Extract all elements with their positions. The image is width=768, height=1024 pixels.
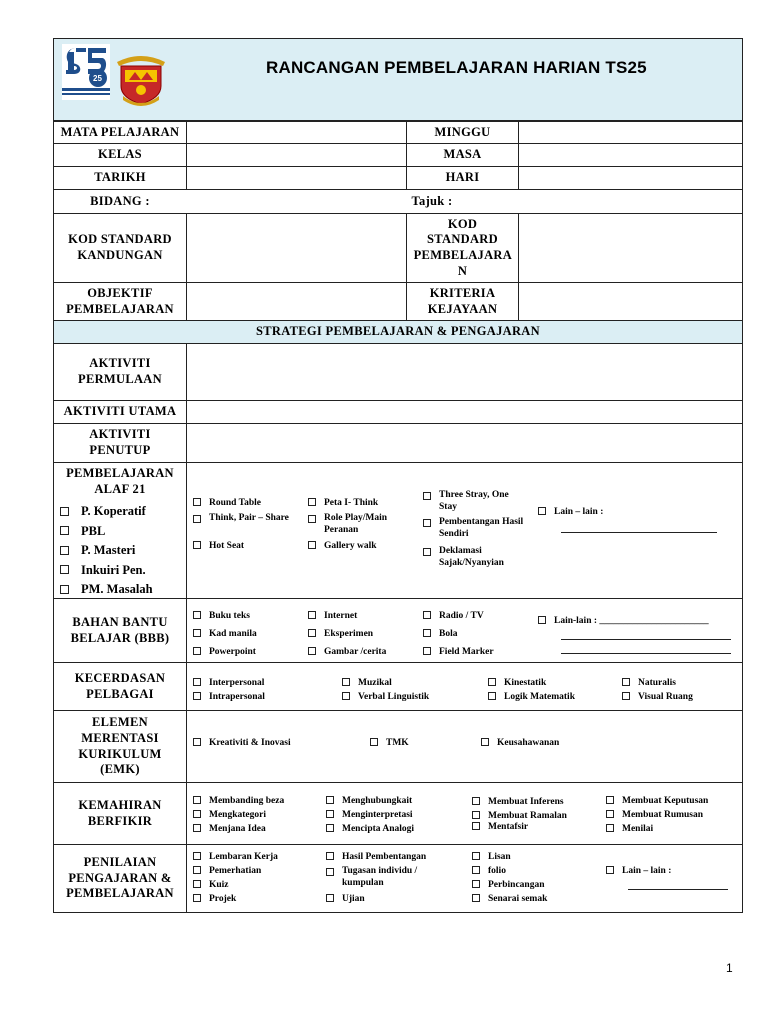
kelas-field[interactable]	[186, 143, 407, 167]
emk-option[interactable]: TMK	[370, 738, 409, 750]
label-aktiviti-penutup: AKTIVITI PENUTUP	[53, 423, 187, 463]
strategi-header: STRATEGI PEMBELAJARAN & PENGAJARAN	[53, 320, 743, 344]
svg-text:25: 25	[93, 74, 102, 83]
penilaian-option[interactable]: Lain – lain :	[606, 866, 671, 878]
page-number: 1	[726, 961, 733, 975]
objektif-field[interactable]	[186, 282, 407, 321]
checkbox-icon	[193, 852, 201, 860]
kemahiran-option[interactable]: Menilai	[606, 824, 653, 836]
label-kecerdasan: KECERDASAN PELBAGAI	[53, 662, 187, 711]
checkbox-icon	[423, 611, 431, 619]
checkbox-icon	[308, 629, 316, 637]
kemahiran-option[interactable]: Mentafsir	[472, 822, 528, 834]
checkbox-icon	[622, 692, 630, 700]
pa21-option[interactable]: Gallery walk	[308, 541, 377, 553]
checkbox-icon	[193, 810, 201, 818]
label-pa21: PEMBELAJARAN ALAF 21	[66, 466, 174, 496]
checkbox-icon	[326, 868, 334, 876]
bbb-option[interactable]: Gambar /cerita	[308, 647, 386, 659]
penilaian-option[interactable]: folio	[472, 866, 506, 878]
checkbox-icon	[193, 541, 201, 549]
tarikh-field[interactable]	[186, 166, 407, 190]
label-bbb: BAHAN BANTU BELAJAR (BBB)	[53, 598, 187, 663]
kemahiran-option[interactable]: Mencipta Analogi	[326, 824, 414, 836]
kemahiran-option[interactable]: Membuat Keputusan	[606, 796, 708, 808]
bbb-option[interactable]: Field Marker	[423, 647, 494, 659]
checkbox-icon	[472, 822, 480, 830]
kemahiran-option[interactable]: Membanding beza	[193, 796, 284, 808]
emk-option[interactable]: Kreativiti & Inovasi	[193, 738, 291, 750]
label-emk: ELEMEN MERENTASI KURIKULUM (EMK)	[53, 710, 187, 783]
bbb-option[interactable]: Lain-lain : _______________________	[538, 616, 709, 628]
kecerdasan-option[interactable]: Intrapersonal	[193, 692, 265, 704]
masa-field[interactable]	[518, 143, 743, 167]
kemahiran-option[interactable]: Membuat Ramalan	[472, 811, 567, 823]
kemahiran-option[interactable]: Membuat Inferens	[472, 797, 564, 809]
checkbox-icon	[472, 880, 480, 888]
checkbox-icon	[308, 647, 316, 655]
checkbox-icon	[308, 498, 316, 506]
pa21-option[interactable]: Role Play/Main Peranan	[308, 513, 408, 536]
checkbox-icon	[60, 546, 69, 555]
pa21-method-list	[60, 502, 153, 600]
checkbox-icon	[193, 498, 201, 506]
bbb-option[interactable]: Kad manila	[193, 629, 257, 641]
penilaian-option[interactable]: Ujian	[326, 894, 365, 906]
penilaian-lain-line	[628, 889, 728, 890]
ts25-logo-icon	[62, 44, 110, 100]
hari-field[interactable]	[518, 166, 743, 190]
pa21-option[interactable]: Deklamasi Sajak/Nyanyian	[423, 546, 528, 569]
label-aktiviti-utama: AKTIVITI UTAMA	[53, 400, 187, 424]
bbb-option[interactable]: Radio / TV	[423, 611, 484, 623]
mata-pelajaran-field[interactable]	[186, 121, 407, 144]
penilaian-option[interactable]: Perbincangan	[472, 880, 544, 892]
kecerdasan-option[interactable]: Kinestatik	[488, 678, 546, 690]
bbb-lain-line	[561, 639, 731, 640]
page-title: RANCANGAN PEMBELAJARAN HARIAN TS25	[266, 58, 647, 77]
aktiviti-penutup-field[interactable]	[186, 423, 743, 463]
checkbox-icon	[60, 585, 69, 594]
checkbox-icon	[423, 647, 431, 655]
pa21-lain-line	[561, 532, 717, 533]
checkbox-icon	[193, 647, 201, 655]
kod-standard-kandungan-field[interactable]	[186, 213, 407, 283]
label-tajuk: Tajuk :	[411, 193, 453, 208]
checkbox-icon	[538, 616, 546, 624]
checkbox-icon	[60, 526, 69, 535]
bbb-option[interactable]: Eksperimen	[308, 629, 373, 641]
checkbox-icon	[423, 629, 431, 637]
label-kod-standard-kandungan: KOD STANDARD KANDUNGAN	[53, 213, 187, 283]
bbb-option[interactable]: Bola	[423, 629, 457, 641]
checkbox-icon	[326, 810, 334, 818]
checkbox-icon	[472, 852, 480, 860]
checkbox-icon	[193, 629, 201, 637]
penilaian-option[interactable]: Hasil Pembentangan	[326, 852, 426, 864]
label-mata-pelajaran: MATA PELAJARAN	[53, 121, 187, 144]
checkbox-icon	[342, 692, 350, 700]
penilaian-option[interactable]: Lisan	[472, 852, 511, 864]
checkbox-icon	[606, 824, 614, 832]
school-crest-icon	[115, 52, 167, 108]
checkbox-icon	[472, 894, 480, 902]
kemahiran-option[interactable]: Menginterpretasi	[326, 810, 413, 822]
checkbox-icon	[193, 894, 201, 902]
kecerdasan-option[interactable]: Visual Ruang	[622, 692, 693, 704]
label-minggu: MINGGU	[406, 121, 519, 144]
checkbox-icon	[60, 507, 69, 516]
checkbox-icon	[538, 507, 546, 515]
checkbox-icon	[308, 515, 316, 523]
checkbox-icon	[622, 678, 630, 686]
kemahiran-option[interactable]: Membuat Rumusan	[606, 810, 703, 822]
checkbox-icon	[606, 810, 614, 818]
penilaian-option[interactable]: Projek	[193, 894, 236, 906]
pa21-option[interactable]: Round Table	[193, 498, 261, 510]
bbb-option[interactable]: Powerpoint	[193, 647, 256, 659]
kecerdasan-option[interactable]: Logik Matematik	[488, 692, 575, 704]
pa21-method-item[interactable]: Inkuiri Pen.	[60, 561, 153, 581]
checkbox-icon	[308, 611, 316, 619]
bbb-lain-line	[561, 653, 731, 654]
checkbox-icon	[193, 738, 201, 746]
checkbox-icon	[606, 866, 614, 874]
emk-option[interactable]: Keusahawanan	[481, 738, 559, 750]
label-tarikh: TARIKH	[53, 166, 187, 190]
pa21-option[interactable]: Pembentangan Hasil Sendiri	[423, 517, 528, 540]
checkbox-icon	[488, 678, 496, 686]
label-hari: HARI	[406, 166, 519, 190]
label-penilaian: PENILAIAN PENGAJARAN & PEMBELAJARAN	[53, 844, 187, 913]
label-aktiviti-permulaan: AKTIVITI PERMULAAN	[53, 343, 187, 401]
pa21-method-item[interactable]: PM. Masalah	[60, 580, 153, 600]
kecerdasan-option[interactable]: Muzikal	[342, 678, 392, 690]
kriteria-field[interactable]	[518, 282, 743, 321]
label-bidang: BIDANG :	[90, 193, 150, 208]
checkbox-icon	[472, 797, 480, 805]
kecerdasan-option[interactable]: Naturalis	[622, 678, 676, 690]
checkbox-icon	[193, 796, 201, 804]
aktiviti-utama-field[interactable]	[186, 400, 743, 424]
label-kemahiran: KEMAHIRAN BERFIKIR	[53, 782, 187, 845]
checkbox-icon	[342, 678, 350, 686]
penilaian-option[interactable]: Tugasan individu / kumpulan	[326, 866, 436, 889]
kod-standard-pembelajaran-field[interactable]	[518, 213, 743, 283]
checkbox-icon	[193, 515, 201, 523]
checkbox-icon	[193, 824, 201, 832]
checkbox-icon	[472, 811, 480, 819]
checkbox-icon	[193, 611, 201, 619]
checkbox-icon	[472, 866, 480, 874]
pa21-option[interactable]: Three Stray, One Stay	[423, 490, 528, 513]
label-objektif: OBJEKTIF PEMBELAJARAN	[53, 282, 187, 321]
checkbox-icon	[606, 796, 614, 804]
label-kriteria: KRITERIA KEJAYAAN	[406, 282, 519, 321]
checkbox-icon	[326, 894, 334, 902]
kecerdasan-option[interactable]: Interpersonal	[193, 678, 264, 690]
pa21-option[interactable]: Hot Seat	[193, 541, 244, 553]
pa21-option[interactable]: Think, Pair – Share	[193, 513, 293, 525]
penilaian-option[interactable]: Pemerhatian	[193, 866, 261, 878]
checkbox-icon	[60, 565, 69, 574]
pa21-option[interactable]: Peta I- Think	[308, 498, 378, 510]
checkbox-icon	[193, 866, 201, 874]
penilaian-option[interactable]: Kuiz	[193, 880, 229, 892]
minggu-field[interactable]	[518, 121, 743, 144]
checkbox-icon	[481, 738, 489, 746]
label-kod-standard-pembelajaran: KOD STANDARD PEMBELAJARA N	[406, 213, 519, 283]
aktiviti-permulaan-field[interactable]	[186, 343, 743, 401]
kemahiran-option[interactable]: Menjana Idea	[193, 824, 266, 836]
pa21-option[interactable]: Lain – lain :	[538, 507, 603, 519]
penilaian-option[interactable]: Senarai semak	[472, 894, 547, 906]
checkbox-icon	[326, 796, 334, 804]
checkbox-icon	[308, 541, 316, 549]
checkbox-icon	[370, 738, 378, 746]
penilaian-option[interactable]: Lembaran Kerja	[193, 852, 278, 864]
bbb-option[interactable]: Internet	[308, 611, 357, 623]
kemahiran-option[interactable]: Menghubungkait	[326, 796, 412, 808]
checkbox-icon	[488, 692, 496, 700]
label-kelas: KELAS	[53, 143, 187, 167]
checkbox-icon	[193, 678, 201, 686]
kemahiran-option[interactable]: Mengkategori	[193, 810, 266, 822]
label-masa: MASA	[406, 143, 519, 167]
checkbox-icon	[193, 692, 201, 700]
checkbox-icon	[423, 492, 431, 500]
pa21-method-item[interactable]: P. Masteri	[60, 541, 153, 561]
checkbox-icon	[193, 880, 201, 888]
checkbox-icon	[423, 548, 431, 556]
kecerdasan-option[interactable]: Verbal Linguistik	[342, 692, 429, 704]
checkbox-icon	[326, 824, 334, 832]
bbb-option[interactable]: Buku teks	[193, 611, 250, 623]
checkbox-icon	[326, 852, 334, 860]
pa21-method-item[interactable]: P. Koperatif	[60, 502, 153, 522]
pa21-method-item[interactable]: PBL	[60, 522, 153, 542]
checkbox-icon	[423, 519, 431, 527]
